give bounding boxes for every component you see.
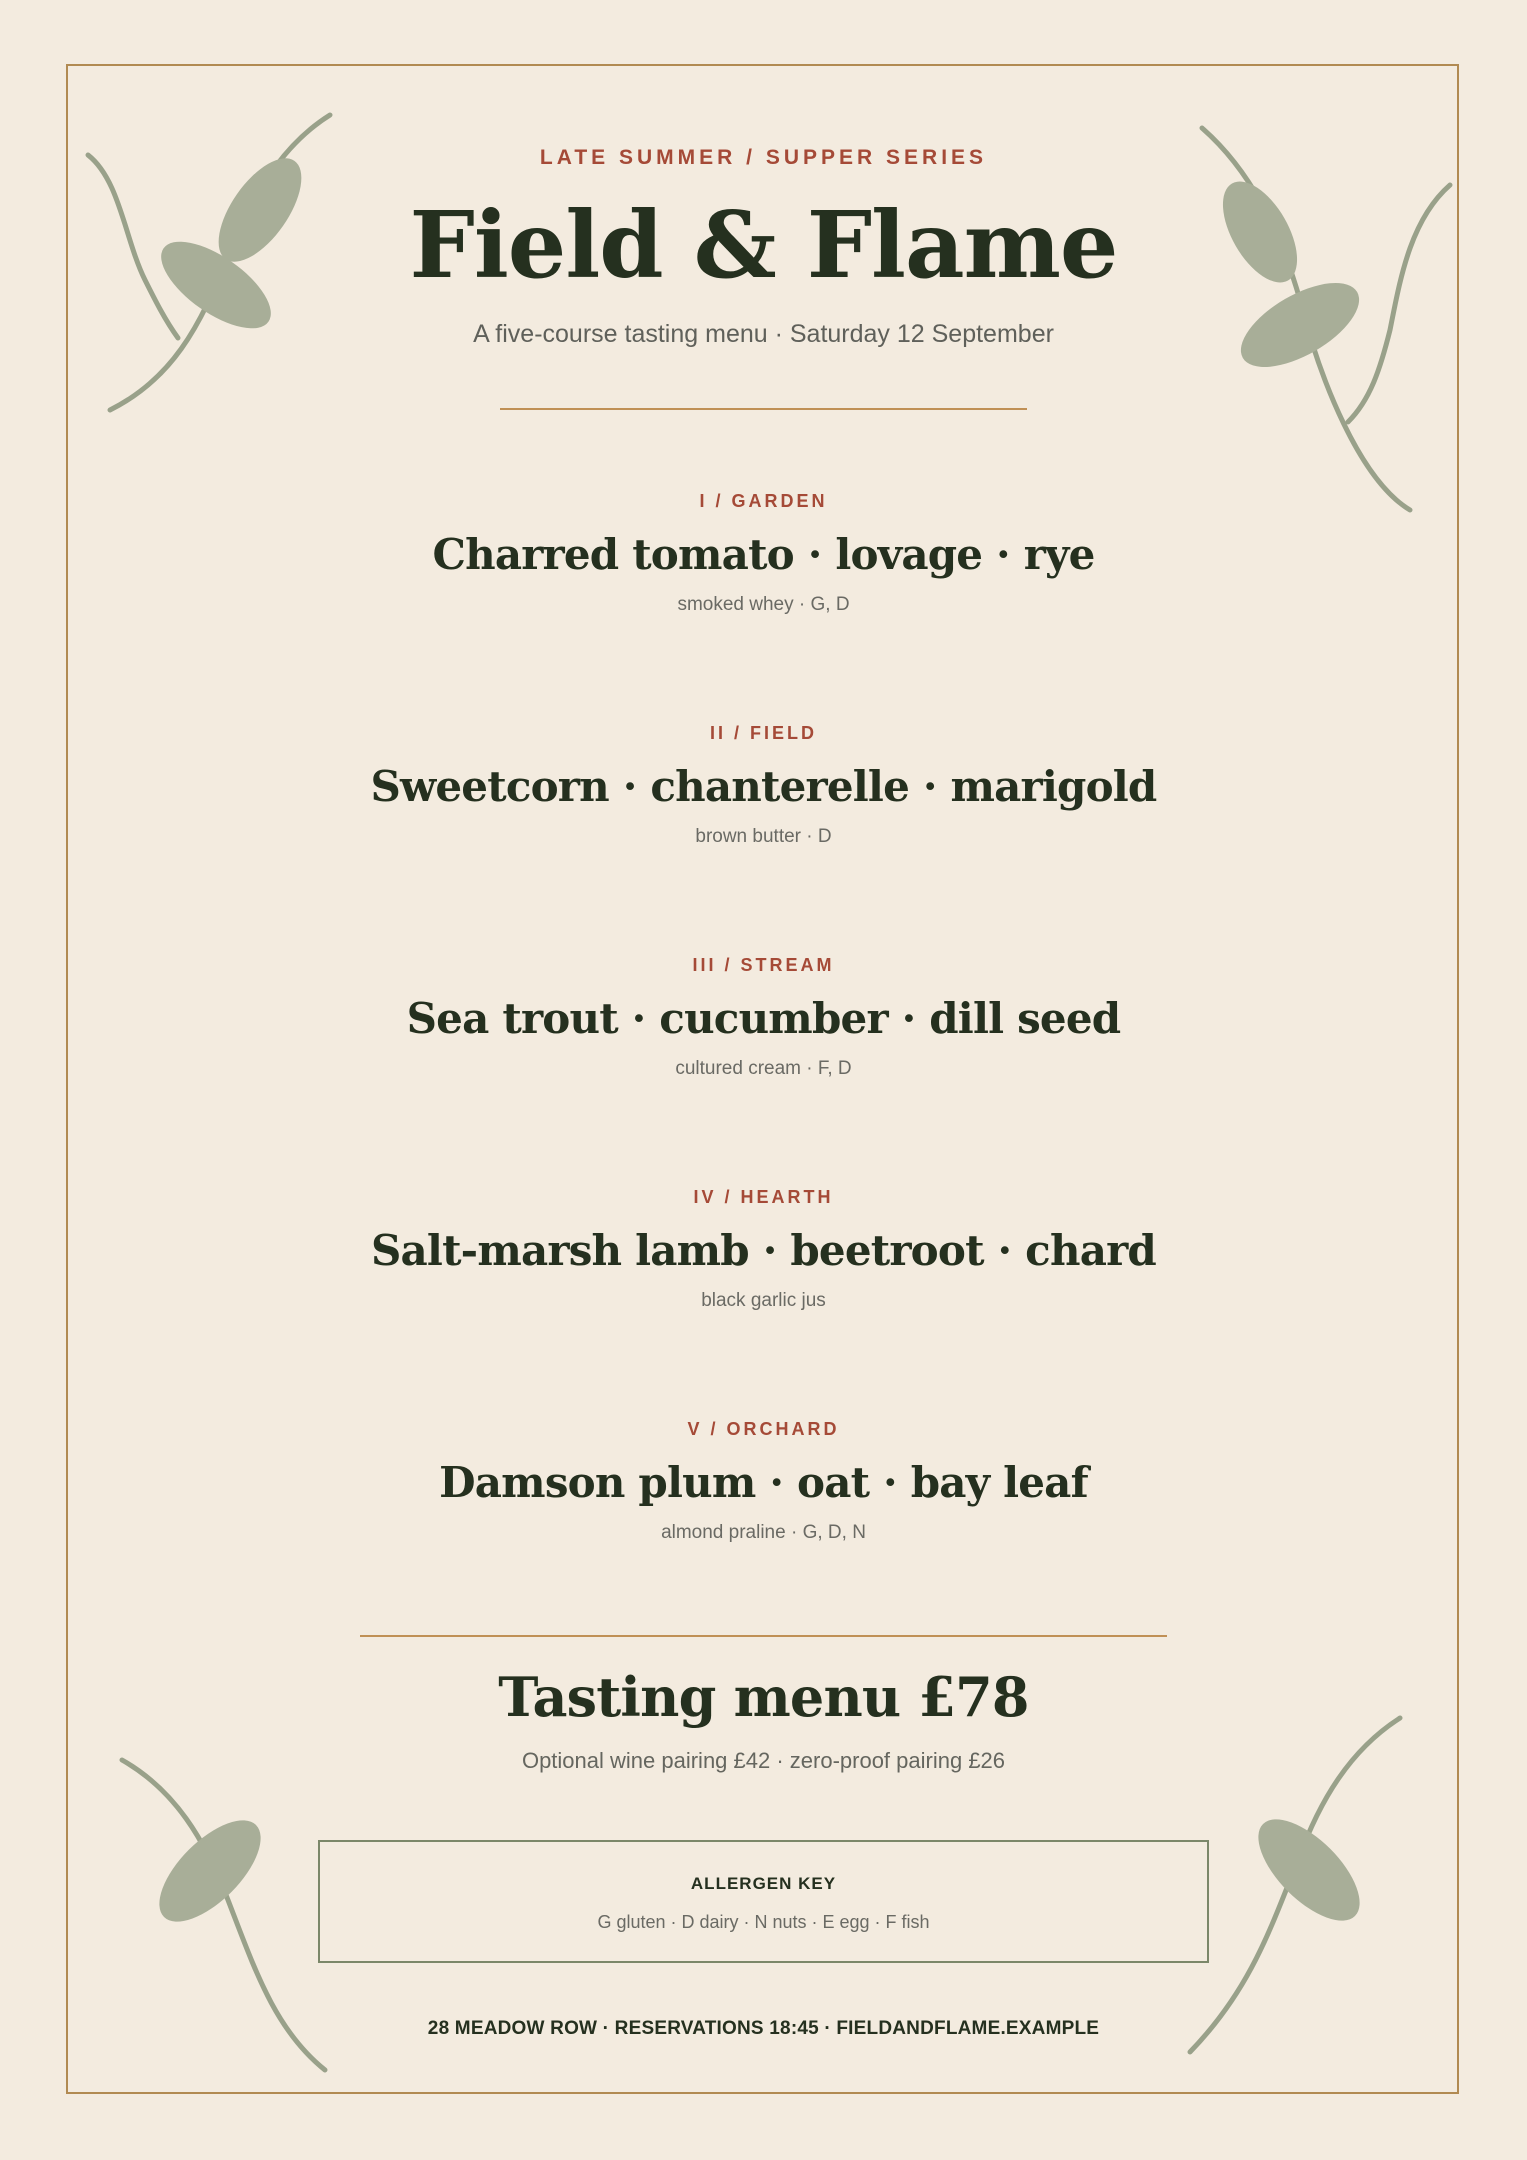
course-note: almond praline · G, D, N: [661, 1522, 866, 1543]
course-item: [0, 488, 1527, 616]
course-label: IV / HEARTH: [693, 1187, 834, 1207]
tasting-menu-price: Tasting menu £78: [498, 1665, 1029, 1729]
course-note: cultured cream · F, D: [675, 1058, 852, 1079]
course-item: [0, 1416, 1527, 1544]
pairing-prices: Optional wine pairing £42 · zero-proof pairing £26: [521, 1748, 1006, 1773]
course-name: Charred tomato · lovage · rye: [432, 530, 1095, 579]
course-label: II / FIELD: [709, 723, 817, 743]
course-name: Sea trout · cucumber · dill seed: [406, 994, 1121, 1043]
course-label: III / STREAM: [692, 955, 835, 975]
course-name: Sweetcorn · chanterelle · marigold: [370, 762, 1157, 811]
series-kicker: LATE SUMMER / SUPPER SERIES: [539, 146, 988, 169]
course-item: [0, 952, 1527, 1080]
allergen-key-box: [318, 1840, 1209, 1963]
page-subtitle: A five-course tasting menu · Saturday 12 September: [473, 320, 1054, 348]
course-label: I / GARDEN: [699, 491, 828, 511]
course-note: brown butter · D: [695, 826, 832, 847]
page-title: Field & Flame: [409, 191, 1118, 299]
course-name: Salt-marsh lamb · beetroot · chard: [370, 1226, 1156, 1275]
course-item: [0, 1184, 1527, 1312]
allergen-key-title: ALLERGEN KEY: [690, 1874, 837, 1893]
course-note: black garlic jus: [701, 1290, 826, 1311]
course-name: Damson plum · oat · bay leaf: [439, 1458, 1088, 1507]
course-item: [0, 720, 1527, 848]
footer-address: 28 MEADOW ROW · RESERVATIONS 18:45 · FIELDANDFLAME.EXAMPLE: [427, 2018, 1100, 2039]
course-note: smoked whey · G, D: [677, 594, 850, 615]
course-label: V / ORCHARD: [687, 1419, 840, 1439]
header-divider: [500, 408, 1027, 410]
price-divider: [360, 1635, 1167, 1637]
allergen-key-text: G gluten · D dairy · N nuts · E egg · F fish: [597, 1912, 930, 1932]
